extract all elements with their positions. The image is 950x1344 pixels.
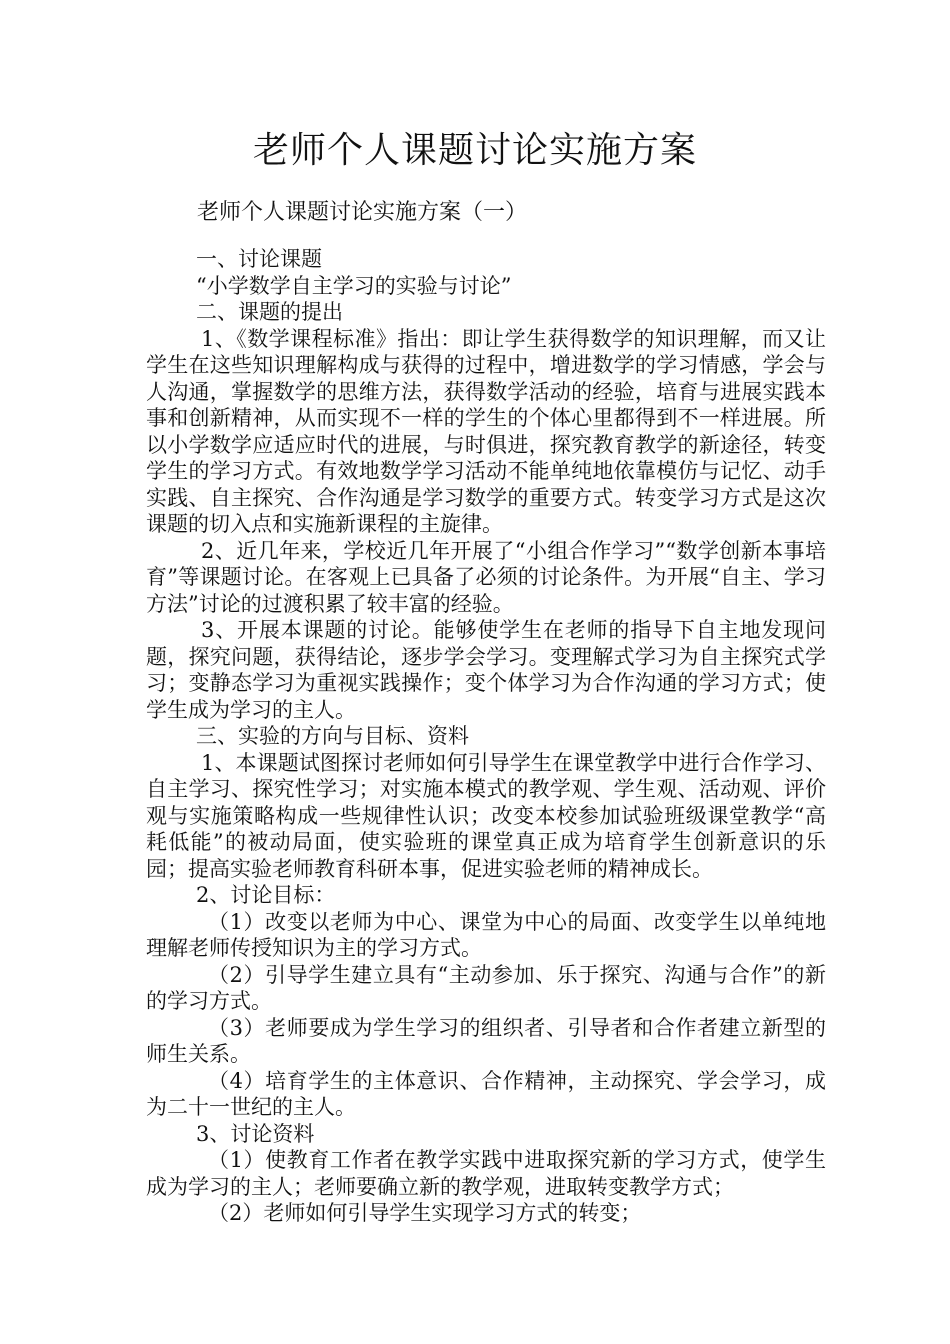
subsection-heading: 2、讨论目标： [196, 883, 336, 907]
document-body [146, 246, 826, 1227]
paragraph: 1、本课题试图探讨老师如何引导学生在课堂教学中进行合作学习、自主学习、探究性学习；对实施本模式的教学观、学生观、活动观、评价观与实施策略构成一些规律性认识；改变本校参加试验班级课堂教学“高耗低能”的被动局面，使实验班的课堂真正成为培育学生创新意识的乐园；提高实验老师教育科研本事，促进实验老师的精神成长。 [146, 750, 826, 881]
list-item: （1）改变以老师为中心、课堂为中心的局面、改变学生以单纯地理解老师传授知识为主的学习方式。 [146, 909, 826, 960]
paragraph: 3、开展本课题的讨论。能够使学生在老师的指导下自主地发现问题，探究问题，获得结论，逐步学会学习。变理解式学习为自主探究式学习；变静态学习为重视实践操作；变个体学习为合作沟通的学习方式；使学生成为学习的主人。 [146, 618, 826, 722]
topic-title: “小学数学自主学习的实验与讨论” [196, 273, 512, 298]
list-item: （4）培育学生的主体意识、合作精神，主动探究、学会学习，成为二十一世纪的主人。 [146, 1068, 826, 1119]
document-title: 老师个人课题讨论实施方案 [252, 130, 697, 171]
paragraph: 1、《数学课程标准》指出：即让学生获得数学的知识理解，而又让学生在这些知识理解构成与获得的过程中，增进数学的学习情感，学会与人沟通，掌握数学的思维方法，获得数学活动的经验，培育与进展实践本事和创新精神，从而实现不一样的学生的个体心里都得到不一样进展。所以小学数学应适应时代的进展，与时俱进，探究教育教学的新途径，转变学生的学习方式。有效地数学学习活动不能单纯地依靠模仿与记忆、动手实践、自主探究、合作沟通是学习数学的重要方式。转变学习方式是这次课题的切入点和实施新课程的主旋律。 [146, 326, 826, 536]
section-heading: 二、课题的提出 [196, 300, 343, 324]
subsection-heading: 3、讨论资料 [196, 1121, 315, 1146]
list-item: （2）老师如何引导学生实现学习方式的转变； [208, 1201, 642, 1225]
paragraph: 2、近几年来，学校近几年开展了“小组合作学习”“数学创新本事培育”等课题讨论。在客观上已具备了必须的讨论条件。为开展“自主、学习方法”讨论的过渡积累了较丰富的经验。 [146, 538, 826, 616]
section-heading: 一、讨论课题 [196, 247, 322, 271]
section-heading: 三、实验的方向与目标、资料 [196, 724, 469, 748]
list-item: （2）引导学生建立具有“主动参加、乐于探究、沟通与合作”的新的学习方式。 [146, 962, 826, 1013]
list-item: （3）老师要成为学生学习的组织者、引导者和合作者建立新型的师生关系。 [146, 1015, 826, 1066]
document-subtitle: 老师个人课题讨论实施方案（一） [197, 200, 528, 225]
list-item: （1）使教育工作者在教学实践中进取探究新的学习方式，使学生成为学习的主人；老师要确立新的教学观，进取转变教学方式； [146, 1148, 826, 1199]
